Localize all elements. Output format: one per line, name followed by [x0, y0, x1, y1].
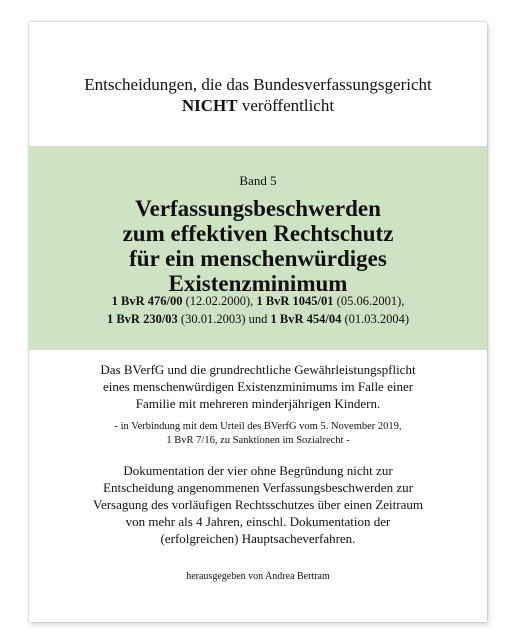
case-date: (12.02.2000),	[182, 294, 257, 308]
case-references	[29, 292, 487, 328]
book-title	[29, 196, 487, 296]
case-date: (30.01.2003) und	[177, 312, 271, 326]
description-line: von mehr als 4 Jahren, einschl. Dokumentation der	[125, 514, 391, 529]
title-line: zum effektiven Rechtschutz	[122, 221, 394, 246]
editor-credit: herausgegeben von Andrea Bertram	[186, 571, 330, 582]
description-line: (erfolgreichen) Hauptsacheverfahren.	[160, 531, 356, 546]
case-number: 1 BvR 1045/01	[256, 294, 334, 308]
references-line-1	[29, 292, 487, 310]
series-title	[29, 74, 487, 116]
book-cover	[29, 22, 487, 622]
references-line-2	[29, 310, 487, 328]
case-number: 1 BvR 476/00	[111, 294, 183, 308]
description-paragraph-1	[59, 361, 457, 412]
description-line: eines menschenwürdigen Existenzminimums im Falle einer	[102, 379, 414, 394]
description-line: Familie mit mehreren minderjährigen Kindern.	[135, 396, 381, 411]
series-line-1: Entscheidungen, die das Bundesverfassungsgericht	[84, 75, 432, 94]
description-line: - in Verbindung mit dem Urteil des BVerfG vom 5. November 2019,	[114, 421, 402, 432]
series-emphasis: NICHT	[181, 96, 238, 115]
description-line: Entscheidung angenommenen Verfassungsbeschwerden zur	[103, 480, 413, 495]
case-number: 1 BvR 454/04	[270, 312, 342, 326]
case-date: (01.03.2004)	[341, 312, 410, 326]
title-line: Existenzminimum	[168, 271, 348, 296]
description-line: 1 BvR 7/16, zu Sanktionen im Sozialrecht -	[166, 435, 350, 446]
description-paragraph-3	[59, 462, 457, 547]
series-line-2-rest: veröffentlicht	[237, 96, 335, 115]
description-line: Das BVerfG und die grundrechtliche Gewährleistungspflicht	[100, 362, 416, 377]
case-number: 1 BvR 230/03	[106, 312, 178, 326]
case-date: (05.06.2001),	[333, 294, 405, 308]
title-line: für ein menschenwürdiges	[129, 246, 387, 271]
title-line: Verfassungsbeschwerden	[135, 196, 381, 221]
series-line-2	[29, 95, 487, 116]
volume-label: Band 5	[239, 173, 277, 188]
description-line: Versagung des vorläufigen Rechtsschutzes über einen Zeitraum	[93, 497, 423, 512]
description-line: Dokumentation der vier ohne Begründung nicht zur	[123, 463, 393, 478]
description-paragraph-2	[59, 420, 457, 448]
